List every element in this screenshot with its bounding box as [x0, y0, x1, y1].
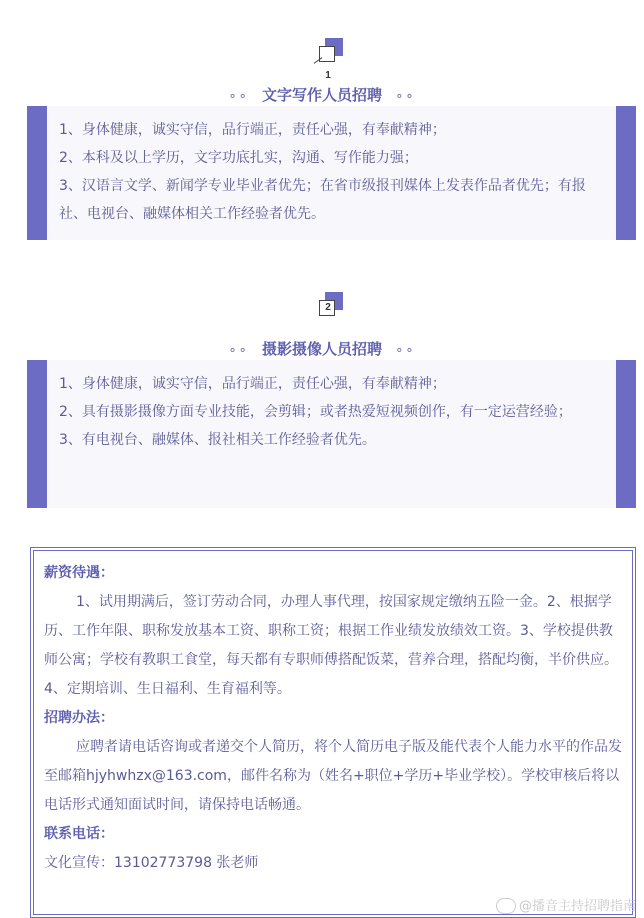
watermark-text: @播音主持招聘指南: [518, 898, 636, 914]
section-title-text: 摄影摄像人员招聘: [261, 340, 382, 358]
section-number-badge: [319, 292, 343, 316]
right-accent-bar: [616, 360, 636, 508]
requirements-list: [59, 116, 604, 228]
phone-heading: 联系电话：: [44, 826, 114, 842]
requirements-list: [59, 370, 604, 454]
requirements-block: [27, 360, 636, 508]
requirement-item: 1、身体健康，诚实守信，品行端正，责任心强，有奉献精神；: [59, 376, 446, 392]
section-number-badge: [319, 38, 343, 81]
requirement-item: 2、本科及以上学历，文字功底扎实，沟通、写作能力强；: [59, 150, 418, 166]
requirement-item: 3、汉语言文学、新闻学专业毕业者优先；在省市级报刊媒体上发表作品者优先；有报社、电视台、融媒体相关工作经验者优先。: [59, 178, 586, 222]
badge-number: 2: [325, 302, 331, 313]
weibo-icon: [496, 898, 516, 914]
phone-text: 文化宣传：13102773798 张老师: [44, 855, 259, 871]
left-accent-bar: [27, 106, 47, 240]
section-title-text: 文字写作人员招聘: [261, 86, 382, 104]
title-dots-right: ∘∘: [395, 89, 416, 104]
watermark: [496, 895, 636, 915]
left-accent-bar: [27, 360, 47, 508]
title-dots-left: ∘∘: [228, 89, 249, 104]
title-dots-right: ∘∘: [395, 343, 416, 358]
info-box: [30, 547, 636, 918]
requirement-item: 1、身体健康，诚实守信，品行端正，责任心强，有奉献精神；: [59, 122, 446, 138]
salary-heading: 薪资待遇：: [44, 565, 114, 581]
requirement-item: 2、具有摄影摄像方面专业技能，会剪辑；或者热爱短视频创作，有一定运营经验；: [59, 404, 572, 420]
section-title: [0, 84, 644, 105]
badge-number: 1: [325, 70, 331, 81]
section-title: [0, 338, 644, 359]
requirement-item: 3、有电视台、融媒体、报社相关工作经验者优先。: [59, 432, 376, 448]
info-box-inner: [33, 550, 633, 915]
badge-outline-square: [319, 46, 335, 62]
method-text: 应聘者请电话咨询或者递交个人简历，将个人简历电子版及能代表个人能力水平的作品发至邮箱hjyhwhzx@163.com，邮件名称为（姓名+职位+学历+毕业学校）。学校审核后将以电话形式通知面试时间，请保持电话畅通。: [44, 739, 622, 813]
title-dots-left: ∘∘: [228, 343, 249, 358]
right-accent-bar: [616, 106, 636, 240]
requirements-block: [27, 106, 636, 240]
method-heading: 招聘办法：: [44, 710, 114, 726]
salary-text: 1、试用期满后，签订劳动合同，办理人事代理，按国家规定缴纳五险一金。2、根据学历、工作年限、职称发放基本工资、职称工资；根据工作业绩发放绩效工资。3、学校提供教师公寓；学校有教职工食堂，每天都有专职师傅搭配饭菜，营养合理，搭配均衡，半价供应。4、定期培训、生日福利、生育福利等。: [44, 594, 618, 697]
